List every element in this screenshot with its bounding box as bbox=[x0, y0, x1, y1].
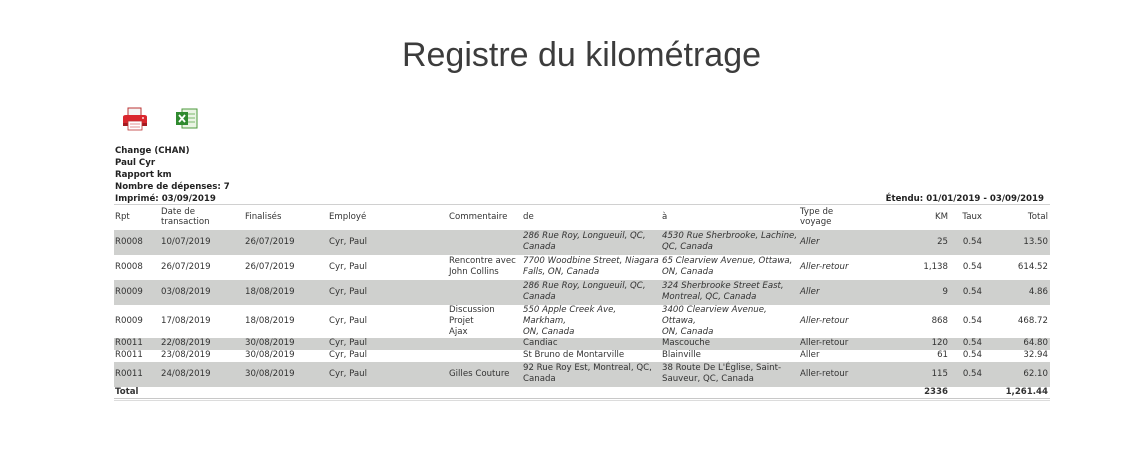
cell-trip-type: Aller bbox=[799, 280, 869, 305]
cell-to: Blainville bbox=[662, 350, 701, 360]
cell-rpt: R0009 bbox=[114, 280, 160, 305]
table-row bbox=[114, 305, 1050, 338]
cell-finalized: 26/07/2019 bbox=[244, 230, 328, 255]
col-from: de bbox=[522, 205, 661, 230]
report-type: Rapport km bbox=[115, 169, 172, 180]
cell-from: 550 Apple Creek Ave, Markham, ON, Canada bbox=[523, 304, 617, 337]
cell-date: 23/08/2019 bbox=[161, 350, 211, 360]
company-name: Change (CHAN) bbox=[115, 146, 190, 156]
total-amount: 1,261.44 bbox=[984, 387, 1050, 399]
cell-rpt: R0011 bbox=[115, 350, 143, 360]
cell-date: 03/08/2019 bbox=[160, 280, 244, 305]
cell-trip-type: Aller-retour bbox=[799, 362, 869, 387]
cell-employee: Cyr, Paul bbox=[328, 280, 448, 305]
cell-trip-type: Aller-retour bbox=[799, 338, 869, 350]
cell-comment bbox=[448, 230, 522, 255]
cell-total: 468.72 bbox=[1017, 315, 1048, 326]
cell-rate: 0.54 bbox=[962, 315, 982, 326]
cell-rate: 0.54 bbox=[950, 280, 984, 305]
table-row bbox=[114, 362, 1050, 387]
cell-km: 115 bbox=[869, 362, 950, 387]
cell-date: 26/07/2019 bbox=[161, 261, 211, 272]
cell-from: 286 Rue Roy, Longueuil, QC, Canada bbox=[522, 230, 661, 255]
cell-finalized: 30/08/2019 bbox=[245, 350, 295, 360]
cell-total: 32.94 bbox=[1023, 350, 1048, 360]
cell-employee: Cyr, Paul bbox=[328, 362, 448, 387]
cell-to: Mascouche bbox=[661, 338, 799, 350]
cell-trip-type: Aller-retour bbox=[800, 315, 849, 326]
col-employee: Employé bbox=[328, 205, 448, 230]
cell-date: 17/08/2019 bbox=[161, 315, 211, 326]
cell-to: 324 Sherbrooke Street East, Montreal, QC, Canada bbox=[661, 280, 799, 305]
table-header bbox=[114, 205, 1050, 230]
cell-to: 3400 Clearview Avenue, Ottawa, ON, Canada bbox=[662, 304, 767, 337]
cell-km: 1,138 bbox=[923, 261, 948, 272]
col-total: Total bbox=[984, 205, 1050, 230]
cell-employee: Cyr, Paul bbox=[328, 230, 448, 255]
cell-km: 868 bbox=[931, 315, 948, 326]
printer-icon[interactable] bbox=[121, 106, 149, 132]
cell-employee: Cyr, Paul bbox=[329, 261, 367, 272]
table-row bbox=[114, 255, 1050, 280]
table-row bbox=[114, 350, 1050, 362]
cell-rate: 0.54 bbox=[950, 230, 984, 255]
report-toolbar bbox=[121, 106, 201, 132]
page-title: Registre du kilométrage bbox=[401, 36, 762, 74]
cell-rate: 0.54 bbox=[950, 362, 984, 387]
cell-rpt: R0011 bbox=[114, 362, 160, 387]
cell-total: 13.50 bbox=[984, 230, 1050, 255]
cell-to: 38 Route De L'Église, Saint- Sauveur, QC, Canada bbox=[661, 362, 799, 387]
expense-count: Nombre de dépenses: 7 bbox=[115, 181, 230, 192]
cell-from: 7700 Woodbine Street, Niagara Falls, ON, Canada bbox=[523, 256, 659, 277]
cell-finalized: 30/08/2019 bbox=[244, 338, 328, 350]
cell-employee: Cyr, Paul bbox=[329, 350, 367, 360]
cell-from: 92 Rue Roy Est, Montreal, QC, Canada bbox=[522, 362, 661, 387]
cell-comment bbox=[448, 338, 522, 350]
cell-rate: 0.54 bbox=[950, 338, 984, 350]
col-date: Date de transaction bbox=[160, 205, 244, 230]
cell-km: 120 bbox=[869, 338, 950, 350]
col-km: KM bbox=[869, 205, 950, 230]
cell-total: 614.52 bbox=[1017, 261, 1048, 272]
total-row bbox=[114, 387, 1050, 399]
cell-km: 25 bbox=[869, 230, 950, 255]
cell-trip-type: Aller bbox=[799, 230, 869, 255]
mileage-table bbox=[114, 204, 1050, 399]
cell-date: 22/08/2019 bbox=[160, 338, 244, 350]
cell-date: 24/08/2019 bbox=[160, 362, 244, 387]
col-trip-type: Type de voyage bbox=[799, 205, 869, 230]
cell-rpt: R0008 bbox=[115, 261, 143, 272]
table-row bbox=[114, 230, 1050, 255]
cell-total: 4.86 bbox=[984, 280, 1050, 305]
cell-km: 61 bbox=[937, 350, 948, 360]
excel-icon[interactable] bbox=[173, 106, 201, 132]
cell-to: 4530 Rue Sherbrooke, Lachine, QC, Canada bbox=[661, 230, 799, 255]
cell-finalized: 18/08/2019 bbox=[244, 280, 328, 305]
col-comment: Commentaire bbox=[448, 205, 522, 230]
cell-finalized: 26/07/2019 bbox=[245, 261, 295, 272]
cell-comment bbox=[448, 350, 522, 362]
cell-from: 286 Rue Roy, Longueuil, QC, Canada bbox=[522, 280, 661, 305]
table-bottom-rule bbox=[114, 400, 1050, 401]
cell-employee: Cyr, Paul bbox=[329, 315, 367, 326]
report-info bbox=[115, 146, 230, 206]
cell-comment: Rencontre avec John Collins bbox=[449, 256, 516, 277]
cell-finalized: 30/08/2019 bbox=[244, 362, 328, 387]
col-to: à bbox=[661, 205, 799, 230]
col-rpt: Rpt bbox=[114, 205, 160, 230]
cell-date: 10/07/2019 bbox=[160, 230, 244, 255]
cell-km: 9 bbox=[869, 280, 950, 305]
cell-rpt: R0011 bbox=[114, 338, 160, 350]
cell-to: 65 Clearview Avenue, Ottawa, ON, Canada bbox=[662, 256, 793, 277]
cell-comment: Gilles Couture bbox=[448, 362, 522, 387]
cell-rate: 0.54 bbox=[962, 261, 982, 272]
col-finalized: Finalisés bbox=[244, 205, 328, 230]
cell-rpt: R0009 bbox=[115, 315, 143, 326]
cell-employee: Cyr, Paul bbox=[328, 338, 448, 350]
date-range: Étendu: 01/01/2019 - 03/09/2019 bbox=[885, 194, 1044, 204]
col-rate: Taux bbox=[950, 205, 984, 230]
cell-from: St Bruno de Montarville bbox=[523, 350, 625, 360]
cell-from: Candiac bbox=[522, 338, 661, 350]
table-row bbox=[114, 338, 1050, 350]
cell-comment: Discussion Projet Ajax bbox=[449, 304, 495, 337]
total-label: Total bbox=[114, 387, 160, 399]
cell-comment bbox=[448, 280, 522, 305]
cell-rpt: R0008 bbox=[114, 230, 160, 255]
cell-total: 64.80 bbox=[984, 338, 1050, 350]
cell-total: 62.10 bbox=[984, 362, 1050, 387]
cell-rate: 0.54 bbox=[962, 350, 982, 360]
cell-trip-type: Aller-retour bbox=[800, 261, 849, 272]
cell-trip-type: Aller bbox=[800, 350, 820, 360]
cell-finalized: 18/08/2019 bbox=[245, 315, 295, 326]
print-date: Imprimé: 03/09/2019 bbox=[115, 193, 216, 204]
user-name: Paul Cyr bbox=[115, 157, 156, 168]
table-row bbox=[114, 280, 1050, 305]
total-km: 2336 bbox=[869, 387, 950, 399]
